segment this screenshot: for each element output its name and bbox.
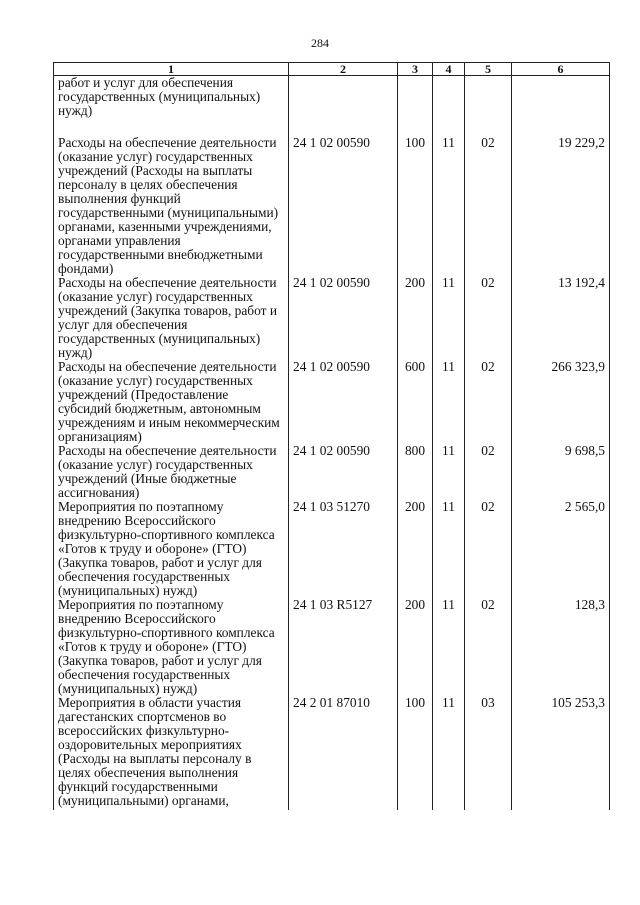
row-col4 xyxy=(433,76,465,137)
table-row xyxy=(54,276,610,360)
row-col3: 200 xyxy=(398,500,433,598)
table-row xyxy=(54,444,610,500)
row-code: 24 1 02 00590 xyxy=(289,276,398,360)
row-amount: 105 253,3 xyxy=(512,696,610,810)
row-col4: 11 xyxy=(433,696,465,810)
row-amount: 266 323,9 xyxy=(512,360,610,444)
row-col3: 100 xyxy=(398,136,433,276)
table-row xyxy=(54,360,610,444)
row-amount: 9 698,5 xyxy=(512,444,610,500)
row-col4: 11 xyxy=(433,276,465,360)
row-code: 24 2 01 87010 xyxy=(289,696,398,810)
row-col3: 800 xyxy=(398,444,433,500)
row-col3: 200 xyxy=(398,598,433,696)
row-col5: 02 xyxy=(465,136,512,276)
row-col5: 02 xyxy=(465,598,512,696)
row-amount: 19 229,2 xyxy=(512,136,610,276)
row-col5: 02 xyxy=(465,500,512,598)
column-header-5: 5 xyxy=(465,63,512,76)
row-name: Расходы на обеспечение деятельности (оказание услуг) государственных учреждений (Предоставление субсидий бюджетным, автономным учреждениям и иным некоммерческим организациям) xyxy=(54,360,289,444)
row-col4: 11 xyxy=(433,136,465,276)
row-code: 24 1 03 51270 xyxy=(289,500,398,598)
table-row xyxy=(54,696,610,810)
row-name: Мероприятия по поэтапному внедрению Всероссийского физкультурно-спортивного комплекса «Готов к труду и обороне» (ГТО) (Закупка товаров, работ и услуг для обеспечения государственных (муниципальных) нужд) xyxy=(54,598,289,696)
row-col3: 200 xyxy=(398,276,433,360)
row-col3: 100 xyxy=(398,696,433,810)
column-header-4: 4 xyxy=(433,63,465,76)
row-col4: 11 xyxy=(433,500,465,598)
row-name: Расходы на обеспечение деятельности (оказание услуг) государственных учреждений (Иные бюджетные ассигнования) xyxy=(54,444,289,500)
row-col4: 11 xyxy=(433,598,465,696)
row-name: работ и услуг для обеспечения государственных (муниципальных) нужд) xyxy=(54,76,289,137)
row-code: 24 1 02 00590 xyxy=(289,444,398,500)
column-header-2: 2 xyxy=(289,63,398,76)
row-col5: 02 xyxy=(465,276,512,360)
row-code xyxy=(289,76,398,137)
row-code: 24 1 02 00590 xyxy=(289,360,398,444)
row-amount: 13 192,4 xyxy=(512,276,610,360)
row-code: 24 1 03 R5127 xyxy=(289,598,398,696)
row-amount: 2 565,0 xyxy=(512,500,610,598)
row-name: Расходы на обеспечение деятельности (оказание услуг) государственных учреждений (Закупка товаров, работ и услуг для обеспечения государственных (муниципальных) нужд) xyxy=(54,276,289,360)
row-col3: 600 xyxy=(398,360,433,444)
row-col5 xyxy=(465,76,512,137)
budget-table xyxy=(53,62,610,810)
row-col4: 11 xyxy=(433,360,465,444)
row-col3 xyxy=(398,76,433,137)
table-row xyxy=(54,500,610,598)
row-col5: 02 xyxy=(465,444,512,500)
table-row xyxy=(54,136,610,276)
row-amount xyxy=(512,76,610,137)
page-number: 284 xyxy=(311,36,329,50)
table-row xyxy=(54,76,610,137)
row-name: Расходы на обеспечение деятельности (оказание услуг) государственных учреждений (Расходы на выплаты персоналу в целях обеспечения выполнения функций государственными (муниципальными) органами, казенными учреждениями, органами управления государственными внебюджетными фондами) xyxy=(54,136,289,276)
row-code: 24 1 02 00590 xyxy=(289,136,398,276)
row-col4: 11 xyxy=(433,444,465,500)
row-col5: 03 xyxy=(465,696,512,810)
row-name: Мероприятия по поэтапному внедрению Всероссийского физкультурно-спортивного комплекса «Готов к труду и обороне» (ГТО) (Закупка товаров, работ и услуг для обеспечения государственных (муниципальных) нужд) xyxy=(54,500,289,598)
column-header-6: 6 xyxy=(512,63,610,76)
row-amount: 128,3 xyxy=(512,598,610,696)
column-header-3: 3 xyxy=(398,63,433,76)
column-header-1: 1 xyxy=(54,63,289,76)
row-name: Мероприятия в области участия дагестанских спортсменов во всероссийских физкультурно-оздоровительных мероприятиях (Расходы на выплаты персоналу в целях обеспечения выполнения функций государственными (муниципальными) органами, xyxy=(54,696,289,810)
row-col5: 02 xyxy=(465,360,512,444)
column-header-row xyxy=(54,63,610,76)
table-row xyxy=(54,598,610,696)
